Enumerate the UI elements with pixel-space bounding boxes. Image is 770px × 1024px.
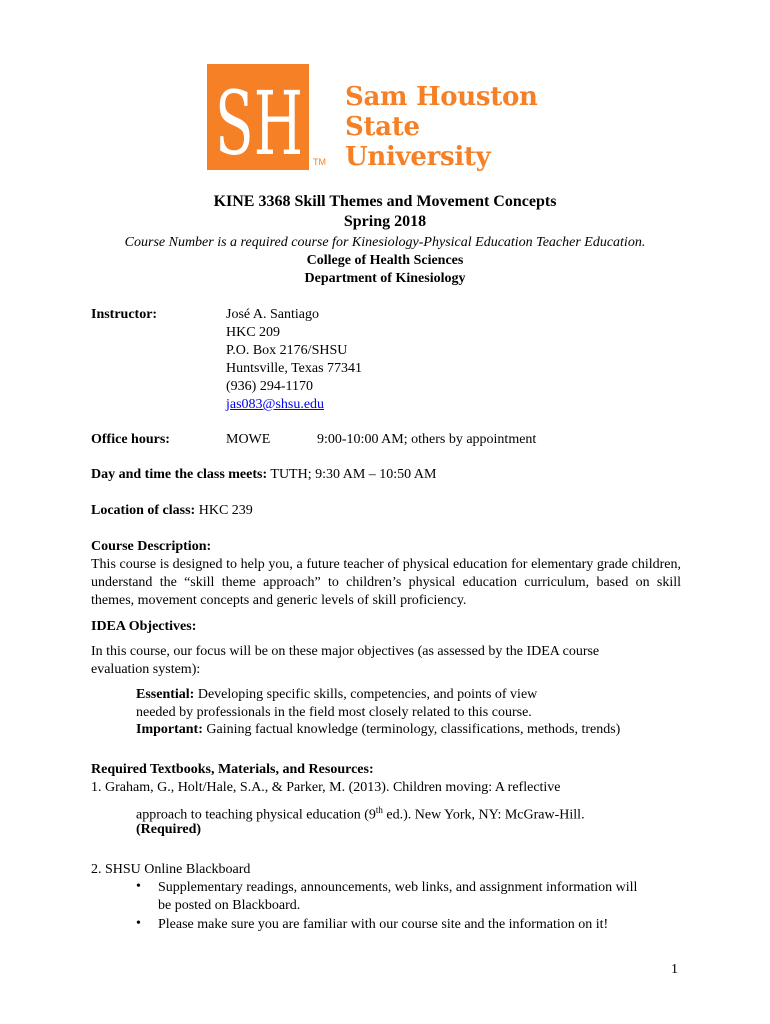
idea-objectives-intro: In this course, our focus will be on these major objectives (as assessed by the IDEA course evaluation system):	[91, 644, 600, 677]
department-name: Department of Kinesiology	[304, 271, 466, 286]
resource-item-1-line2	[136, 801, 585, 825]
resource-item-1-required: (Required)	[136, 822, 202, 837]
class-meets-row	[91, 466, 436, 484]
location-label: Location of class:	[91, 503, 196, 518]
idea-essential-line2: needed by professionals in the field most closely related to this course.	[136, 705, 532, 720]
resource-item-1-text-a: approach to teaching physical education (9	[136, 807, 376, 823]
sh-monogram	[207, 64, 309, 170]
instructor-email-link[interactable]: jas083@shsu.edu	[226, 397, 325, 412]
page-number: 1	[671, 962, 678, 977]
instructor-phone: (936) 294-1170	[226, 379, 313, 394]
instructor-email-row	[226, 396, 324, 414]
idea-important-line	[136, 721, 620, 739]
office-hours-label: Office hours:	[91, 432, 170, 447]
idea-objectives-heading: IDEA Objectives:	[91, 619, 197, 634]
idea-important-text: Gaining factual knowledge (terminology, classifications, methods, trends)	[202, 722, 621, 737]
sh-monogram-icon	[207, 64, 309, 170]
instructor-po-box: P.O. Box 2176/SHSU	[226, 343, 348, 358]
resource-item-1-sup: th	[375, 805, 383, 815]
instructor-label: Instructor:	[91, 307, 158, 322]
course-term: Spring 2018	[343, 213, 427, 230]
bullet-1-line1: Supplementary readings, announcements, web links, and assignment information will	[158, 880, 638, 895]
svg-text:SH: SH	[215, 72, 303, 170]
bullet-1-line2: be posted on Blackboard.	[158, 898, 301, 913]
bullet-2-glyph: •	[136, 916, 141, 931]
college-name: College of Health Sciences	[306, 253, 464, 268]
idea-essential-text: Developing specific skills, competencies, and points of view	[194, 687, 538, 702]
office-hours-days: MOWE	[226, 432, 271, 447]
instructor-city: Huntsville, Texas 77341	[226, 361, 363, 376]
resources-heading: Required Textbooks, Materials, and Resources:	[91, 762, 374, 777]
location-value: HKC 239	[195, 503, 253, 518]
instructor-name: José A. Santiago	[226, 307, 319, 322]
idea-essential-label: Essential:	[136, 687, 195, 702]
course-requirement: Course Number is a required course for Kinesiology-Physical Education Teacher Education.	[124, 235, 646, 250]
university-name	[345, 82, 567, 172]
class-meets-label: Day and time the class meets:	[91, 467, 268, 482]
course-description-heading: Course Description:	[91, 539, 212, 554]
university-name-line1: Sam Houston	[345, 82, 538, 112]
university-logo	[207, 64, 567, 174]
class-meets-value: TUTH; 9:30 AM – 10:50 AM	[267, 467, 437, 482]
university-name-line2: State University	[345, 112, 491, 172]
bullet-2-text: Please make sure you are familiar with our course site and the information on it!	[158, 917, 609, 932]
location-row	[91, 502, 253, 520]
trademark-mark: TM	[313, 157, 326, 167]
instructor-office: HKC 209	[226, 325, 281, 340]
idea-important-label: Important:	[136, 722, 203, 737]
resource-item-1-line1: 1. Graham, G., Holt/Hale, S.A., & Parker, M. (2013). Children moving: A reflective	[91, 780, 561, 795]
office-hours-time: 9:00-10:00 AM; others by appointment	[317, 432, 537, 447]
course-description-text: This course is designed to help you, a future teacher of physical education for elementary grade children, understand the “skill theme approach” to children’s physical education curriculum, based on skill themes, movement concepts and generic levels of skill proficiency.	[91, 557, 681, 608]
resource-item-1-text-b: ed.). New York, NY: McGraw-Hill.	[382, 807, 585, 823]
idea-essential-line1	[136, 686, 537, 704]
bullet-1-glyph: •	[136, 879, 141, 894]
resource-item-2: 2. SHSU Online Blackboard	[91, 862, 251, 877]
course-title: KINE 3368 Skill Themes and Movement Concepts	[213, 193, 557, 210]
